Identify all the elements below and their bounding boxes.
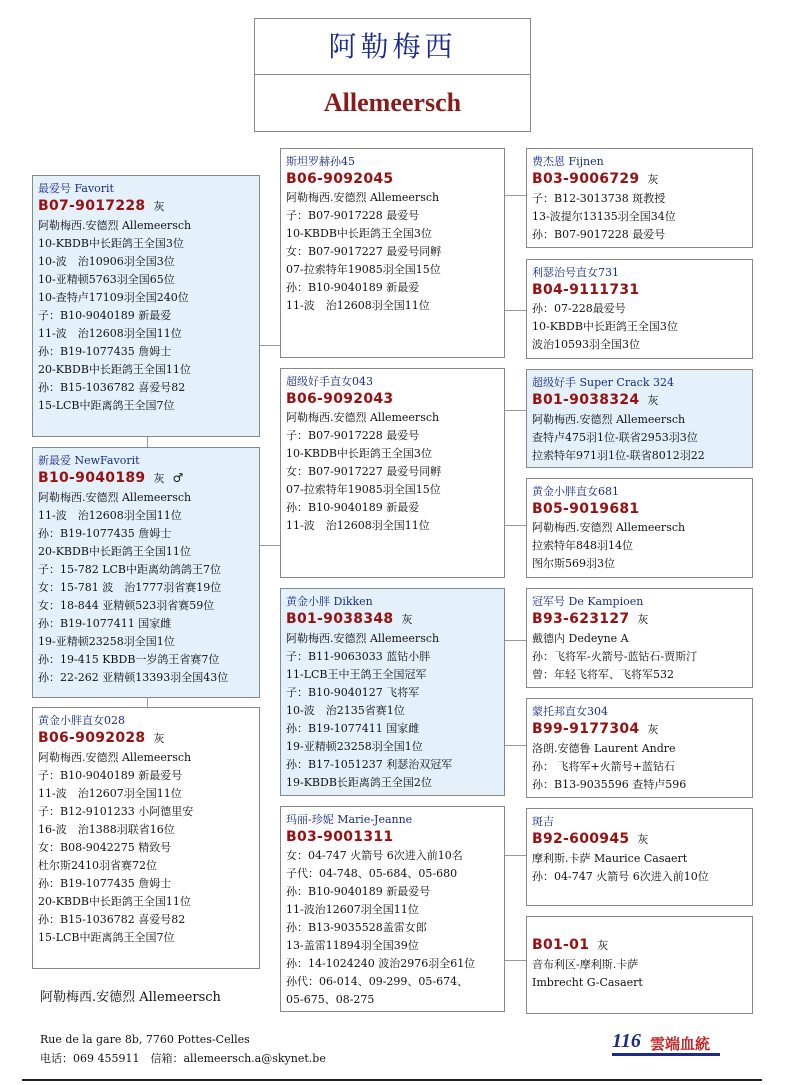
info-line: 子：B10-9040127 飞将军 bbox=[286, 686, 420, 699]
pigeon-card-681 bbox=[526, 478, 753, 578]
info-line: 11-波 治12607羽全国11位 bbox=[38, 787, 182, 800]
info-line: 子：B11-9063033 蓝钻小胖 bbox=[286, 650, 431, 663]
color-label: 灰 bbox=[153, 732, 165, 745]
info-line: 16-波 治1388羽联省16位 bbox=[38, 823, 175, 836]
info-line: 子：B07-9017228 最爱号 bbox=[286, 429, 420, 442]
info-line: 孙：B13-9035596 查特卢596 bbox=[532, 778, 687, 791]
info-line: 10-KBDB中长距鸽王全国3位 bbox=[532, 320, 678, 333]
info-line: 波治10593羽全国3位 bbox=[532, 338, 640, 351]
logo-underline bbox=[612, 1053, 720, 1056]
info-line: 孙：B10-9040189 新最爱 bbox=[286, 281, 420, 294]
info-line: 图尔斯569羽3位 bbox=[532, 557, 615, 570]
connector-line bbox=[504, 525, 526, 526]
ring-number: B01-9038324 bbox=[532, 392, 640, 408]
color-label: 灰 bbox=[153, 472, 165, 485]
info-line: 拉索特年971羽1位-联省8012羽22 bbox=[532, 449, 705, 462]
pigeon-name: 黄金小胖直女028 bbox=[38, 714, 125, 727]
info-line: 孙：B15-1036782 喜爱号82 bbox=[38, 913, 186, 926]
color-label: 灰 bbox=[153, 200, 165, 213]
info-line: 19-亚精顿23258羽全国1位 bbox=[38, 635, 175, 648]
info-line: 07-拉索特年19085羽全国15位 bbox=[286, 263, 441, 276]
info-line: 阿勒梅西.安德烈 Allemeersch bbox=[532, 413, 686, 426]
pigeon-name: 最爱号 Favorit bbox=[38, 182, 114, 195]
info-line: 孙：B15-1036782 喜爱号82 bbox=[38, 381, 186, 394]
pigeon-card-newfavorit bbox=[32, 447, 260, 698]
color-label: 灰 bbox=[647, 394, 659, 407]
ring-number: B06-9092028 bbox=[38, 730, 146, 746]
pigeon-name: 冠军号 De Kampioen bbox=[532, 595, 644, 608]
connector-line bbox=[147, 437, 148, 447]
pigeon-card-kampioen bbox=[526, 588, 753, 688]
breeder-contact: 电话：069 455911 信箱：allemeersch.a@skynet.be bbox=[40, 1052, 326, 1065]
info-line: 10-波 治2135省赛1位 bbox=[286, 704, 405, 717]
pigeon-name: 玛丽-珍妮 Marie-Jeanne bbox=[286, 813, 413, 826]
info-line: 曾：年轻飞将军、飞将军532 bbox=[532, 668, 674, 681]
pigeon-card-sire bbox=[280, 148, 505, 358]
info-line: 19-KBDB长距离鸽王全国2位 bbox=[286, 776, 432, 789]
pigeon-card-montop bbox=[526, 698, 753, 798]
info-line: 孙：B19-1077411 国家雌 bbox=[286, 722, 420, 735]
pigeon-name: 费杰恩 Fijnen bbox=[532, 155, 604, 168]
info-line: 孙代：06-014、09-299、05-674、 bbox=[286, 975, 469, 988]
ring-number: B10-9040189 bbox=[38, 470, 146, 486]
pigeon-name: 超级好手直女043 bbox=[286, 375, 373, 388]
info-line: 10-查特卢17109羽全国240位 bbox=[38, 291, 189, 304]
ring-number: B06-9092043 bbox=[286, 391, 394, 407]
color-label: 灰 bbox=[647, 173, 659, 186]
pigeon-card-731 bbox=[526, 259, 753, 359]
info-line: 10-KBDB中长距鸽王全国3位 bbox=[286, 447, 432, 460]
info-line: 孙：22-262 亚精顿13393羽全国43位 bbox=[38, 671, 229, 684]
info-line: 10-亚精顿5763羽全国65位 bbox=[38, 273, 175, 286]
ring-number: B05-9019681 bbox=[532, 501, 640, 517]
ring-number: B01-9038348 bbox=[286, 611, 394, 627]
info-line: 10-KBDB中长距鸽王全国3位 bbox=[286, 227, 432, 240]
pigeon-card-fijnen bbox=[526, 148, 753, 248]
info-line: 15-LCB中距离鸽王全国7位 bbox=[38, 931, 175, 944]
ring-number: B99-9177304 bbox=[532, 721, 640, 737]
info-line: 女：15-781 波 治1777羽省赛19位 bbox=[38, 581, 222, 594]
info-line: 孙：B13-9035528盖雷女郎 bbox=[286, 921, 427, 934]
info-line: 摩利斯.卡萨 Maurice Casaert bbox=[532, 852, 688, 865]
pigeon-name: 新最爱 NewFavorit bbox=[38, 454, 140, 467]
info-line: 11-LCB王中王鸽王全国冠军 bbox=[286, 668, 427, 681]
info-line: 20-KBDB中长距鸽王全国11位 bbox=[38, 895, 191, 908]
info-line: 子：B10-9040189 新最爱 bbox=[38, 309, 172, 322]
color-label: 灰 bbox=[637, 833, 649, 846]
pigeon-card-subject bbox=[32, 175, 260, 437]
info-line: 阿勒梅西.安德烈 Allemeersch bbox=[286, 411, 440, 424]
pedigree-header bbox=[254, 18, 531, 132]
pigeon-name: 黄金小胖 Dikken bbox=[286, 595, 373, 608]
info-line: 孙：B19-1077435 詹姆士 bbox=[38, 527, 172, 540]
info-line: 10-KBDB中长距鸽王全国3位 bbox=[38, 237, 184, 250]
info-line: 孙：B19-1077411 国家雌 bbox=[38, 617, 172, 630]
info-line: 女：B08-9042275 精致号 bbox=[38, 841, 172, 854]
pigeon-card-banji bbox=[526, 808, 753, 906]
info-line: 女：B07-9017227 最爱号同孵 bbox=[286, 465, 442, 478]
male-symbol-icon: ♂ bbox=[172, 471, 184, 485]
info-line: 子：B12-9101233 小阿德里安 bbox=[38, 805, 194, 818]
breeder-name: 阿勒梅西.安德烈 Allemeersch bbox=[40, 990, 221, 1005]
connector-line bbox=[504, 745, 526, 746]
ring-number: B06-9092045 bbox=[286, 171, 394, 187]
info-line: 11-波 治12608羽全国11位 bbox=[286, 299, 430, 312]
info-line: 13-盖雷11894羽全国39位 bbox=[286, 939, 419, 952]
color-label: 灰 bbox=[637, 613, 649, 626]
color-label: 灰 bbox=[647, 723, 659, 736]
pigeon-name: 超级好手 Super Crack 324 bbox=[532, 376, 674, 389]
ring-number: B03-9006729 bbox=[532, 171, 640, 187]
info-line: 拉索特年848羽14位 bbox=[532, 539, 633, 552]
info-line: 孙：B19-1077435 詹姆士 bbox=[38, 877, 172, 890]
ring-number: B92-600945 bbox=[532, 831, 630, 847]
connector-line bbox=[504, 195, 526, 196]
pigeon-card-dikken bbox=[280, 588, 505, 796]
info-line: 洛朗.安德鲁 Laurent Andre bbox=[532, 742, 676, 755]
info-line: 孙：B17-1051237 利瑟治双冠军 bbox=[286, 758, 453, 771]
info-line: 杜尔斯2410羽省赛72位 bbox=[38, 859, 157, 872]
pigeon-card-marie-jeanne bbox=[280, 806, 505, 1012]
pigeon-card-super-crack bbox=[526, 369, 753, 468]
color-label: 灰 bbox=[401, 613, 413, 626]
pigeon-card-dam bbox=[280, 368, 505, 578]
ring-number: B93-623127 bbox=[532, 611, 630, 627]
info-line: 孙：飞将军-火箭号-蓝钻石-贾斯汀 bbox=[532, 650, 698, 663]
loft-name-cn: 阿勒梅西 bbox=[255, 19, 530, 75]
info-line: 阿勒梅西.安德烈 Allemeersch bbox=[532, 521, 686, 534]
info-line: 07-拉索特年19085羽全国15位 bbox=[286, 483, 441, 496]
connector-line bbox=[504, 960, 526, 961]
info-line: 13-波提尔13135羽全国34位 bbox=[532, 210, 676, 223]
connector-line bbox=[504, 640, 526, 641]
ring-number: B07-9017228 bbox=[38, 198, 146, 214]
pigeon-name: 黄金小胖直女681 bbox=[532, 485, 619, 498]
info-line: 阿勒梅西.安德烈 Allemeersch bbox=[38, 219, 192, 232]
info-line: 11-波 治12608羽全国11位 bbox=[286, 519, 430, 532]
info-line: 孙：B19-1077435 詹姆士 bbox=[38, 345, 172, 358]
pigeon-name: 利瑟治号直女731 bbox=[532, 266, 619, 279]
loft-name-en: Allemeersch bbox=[323, 88, 462, 117]
info-line: 阿勒梅西.安德烈 Allemeersch bbox=[38, 751, 192, 764]
info-line: 孙：07-228最爱号 bbox=[532, 302, 626, 315]
connector-line bbox=[147, 698, 148, 707]
info-line: 子：B10-9040189 新最爱号 bbox=[38, 769, 183, 782]
info-line: 戴德内 Dedeyne A bbox=[532, 632, 629, 645]
info-line: 音布利区-摩利斯.卡萨 bbox=[532, 958, 639, 971]
info-line: 查特卢475羽1位-联省2953羽3位 bbox=[532, 431, 698, 444]
logo-text: 雲端血統 bbox=[650, 1035, 711, 1053]
bottom-divider bbox=[22, 1079, 762, 1081]
info-line: 女：04-747 火箭号 6次进入前10名 bbox=[286, 849, 463, 862]
info-line: 15-LCB中距离鸽王全国7位 bbox=[38, 399, 175, 412]
info-line: 阿勒梅西.安德烈 Allemeersch bbox=[38, 491, 192, 504]
info-line: 阿勒梅西.安德烈 Allemeersch bbox=[286, 191, 440, 204]
pigeon-card-golden-028 bbox=[32, 707, 260, 969]
info-line: 孙： 飞将军+火箭号+蓝钻石 bbox=[532, 760, 675, 773]
info-line: 05-675、08-275 bbox=[286, 993, 375, 1006]
info-line: Imbrecht G-Casaert bbox=[532, 976, 643, 989]
breeder-address: Rue de la gare 8b, 7760 Pottes-Celles bbox=[40, 1033, 250, 1046]
info-line: 孙：B10-9040189 新最爱号 bbox=[286, 885, 431, 898]
info-line: 20-KBDB中长距鸽王全国11位 bbox=[38, 545, 191, 558]
info-line: 孙：B10-9040189 新最爱 bbox=[286, 501, 420, 514]
pigeon-name: 蒙托邦直女304 bbox=[532, 705, 608, 718]
info-line: 孙：14-1024240 波治2976羽全61位 bbox=[286, 957, 476, 970]
info-line: 19-亚精顿23258羽全国1位 bbox=[286, 740, 423, 753]
info-line: 11-波 治12608羽全国11位 bbox=[38, 509, 182, 522]
info-line: 11-波 治12608羽全国11位 bbox=[38, 327, 182, 340]
info-line: 孙：19-415 KBDB一岁鸽王省赛7位 bbox=[38, 653, 220, 666]
logo-number: 116 bbox=[612, 1030, 641, 1052]
info-line: 子：15-782 LCB中距离幼鸽鸽王7位 bbox=[38, 563, 222, 576]
info-line: 孙：B07-9017228 最爱号 bbox=[532, 228, 666, 241]
pigeon-name: 斑吉 bbox=[532, 815, 554, 828]
ring-number: B04-9111731 bbox=[532, 282, 640, 298]
brand-logo[interactable] bbox=[612, 1030, 722, 1056]
pigeon-card-b01-01 bbox=[526, 916, 753, 1014]
info-line: 阿勒梅西.安德烈 Allemeersch bbox=[286, 632, 440, 645]
info-line: 女：18-844 亚精顿523羽省赛59位 bbox=[38, 599, 215, 612]
color-label: 灰 bbox=[597, 939, 609, 952]
info-line: 女：B07-9017227 最爱号同孵 bbox=[286, 245, 442, 258]
ring-number: B03-9001311 bbox=[286, 829, 394, 845]
ring-number: B01-01 bbox=[532, 937, 590, 953]
info-line: 20-KBDB中长距鸽王全国11位 bbox=[38, 363, 191, 376]
info-line: 10-波 治10906羽全国3位 bbox=[38, 255, 175, 268]
connector-line bbox=[259, 545, 280, 546]
connector-line bbox=[504, 310, 526, 311]
info-line: 子：B07-9017228 最爱号 bbox=[286, 209, 420, 222]
info-line: 孙：04-747 火箭号 6次进入前10位 bbox=[532, 870, 709, 883]
connector-line bbox=[504, 410, 526, 411]
info-line: 11-波治12607羽全国11位 bbox=[286, 903, 419, 916]
connector-line bbox=[504, 855, 526, 856]
info-line: 子代：04-748、05-684、05-680 bbox=[286, 867, 458, 880]
pigeon-name: 斯坦罗赫孙45 bbox=[286, 155, 355, 168]
info-line: 子：B12-3013738 斑教授 bbox=[532, 192, 666, 205]
connector-line bbox=[259, 345, 280, 346]
